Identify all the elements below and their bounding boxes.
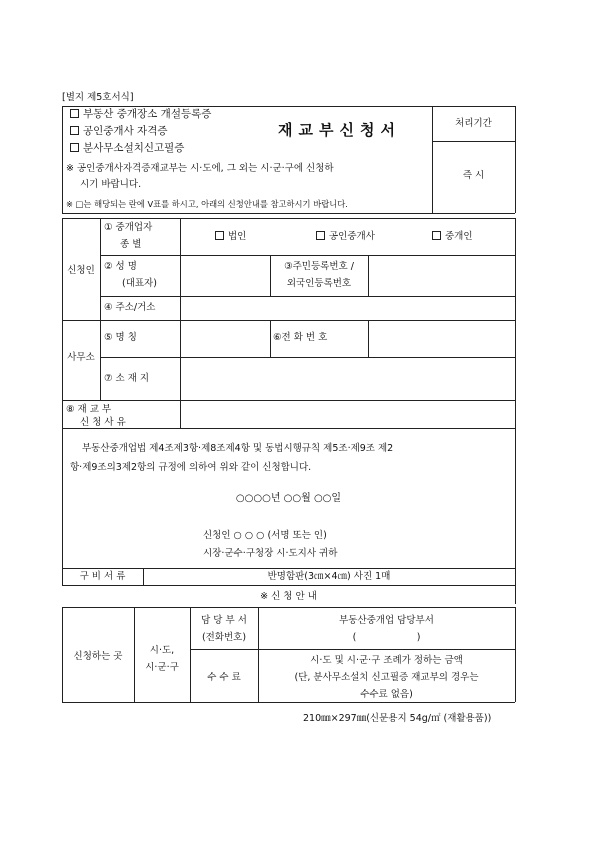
form-label: [별지 제5호서식] xyxy=(62,92,134,103)
checkbox-icon xyxy=(316,231,325,240)
paper-spec-footer: 210㎜×297㎜(신문용지 54g/㎡ (재활용품)) xyxy=(303,713,492,724)
note-1-line-2: 시기 바랍니다. xyxy=(80,179,142,190)
checkbox-icon xyxy=(215,231,224,240)
guide-dept-value-1: 부동산중개업 담당부서 xyxy=(339,615,434,626)
broker-type-label-2: 종 별 xyxy=(120,239,142,250)
applicant-section-label: 신청인 xyxy=(67,265,95,276)
guide-fee-label: 수 수 료 xyxy=(207,672,241,683)
name-label-1: ② 성 명 xyxy=(104,261,137,272)
statement-addressee: 시장·군수·구청장 시·도지사 귀하 xyxy=(203,548,338,559)
office-name-field[interactable] xyxy=(181,321,269,356)
documents-label: 구 비 서 류 xyxy=(79,571,126,582)
guide-office-1: 시·도, xyxy=(149,645,175,656)
documents-value: 반명함판(3㎝×4㎝) 사진 1매 xyxy=(267,571,391,582)
id-label-1: ③주민등록번호 / xyxy=(284,261,354,272)
name-label-2: (대표자) xyxy=(122,278,157,289)
statement-line-1: 부동산중개업법 제4조제3항·제8조제4항 및 동법시행규칙 제5조·제9조 제2 xyxy=(82,443,394,454)
guide-fee-value-1: 시·도 및 시·군·구 조례가 정하는 금액 xyxy=(310,655,463,666)
reason-field[interactable] xyxy=(181,401,514,427)
option-license[interactable]: 공인중개사 자격증 xyxy=(70,125,167,137)
guide-office-2: 시·군·구 xyxy=(145,662,179,673)
reason-label-2: 신 청 사 유 xyxy=(80,417,126,428)
statement-line-2: 항·제9조의3제2항의 규정에 의하여 위와 같이 신청합니다. xyxy=(70,462,312,473)
guide-dept-label-1: 담 당 부 서 xyxy=(201,615,247,626)
guide-fee-value-2: (단, 분사무소설치 신고필증 재교부의 경우는 xyxy=(294,672,479,683)
processing-label: 처리기간 xyxy=(455,118,492,129)
office-phone-field[interactable] xyxy=(369,321,514,356)
note-2: ※ □는 해당되는 란에 V표를 하시고, 아래의 신청안내를 참고하시기 바랍니다. xyxy=(66,199,348,209)
guide-where-label: 신청하는 곳 xyxy=(73,651,123,662)
office-name-label: ⑤ 명 칭 xyxy=(104,332,137,343)
checkbox-icon xyxy=(432,231,441,240)
broker-type-label-1: ① 중개업자 xyxy=(104,222,153,233)
office-phone-label: ⑥전 화 번 호 xyxy=(273,332,328,343)
name-field[interactable] xyxy=(181,256,269,295)
checkbox-icon xyxy=(70,109,79,118)
type-option-licensed-agent[interactable]: 공인중개사 xyxy=(316,231,375,243)
guide-dept-label-2: (전화번호) xyxy=(201,632,247,643)
processing-value: 즉 시 xyxy=(462,170,485,181)
checkbox-icon xyxy=(70,126,79,135)
office-location-field[interactable] xyxy=(181,358,514,399)
guide-dept-value-2: ( ) xyxy=(352,632,421,643)
page-title: 재교부신청서 xyxy=(278,121,401,139)
statement-date: ○○○○년 ○○월 ○○일 xyxy=(235,493,342,504)
office-location-label: ⑦ 소 재 지 xyxy=(104,373,150,384)
address-label: ④ 주소/거소 xyxy=(104,302,156,313)
address-field[interactable] xyxy=(181,297,514,319)
option-branch[interactable]: 분사무소설치신고필증 xyxy=(70,142,184,154)
reason-label-1: ⑧ 재 교 부 xyxy=(66,404,112,415)
type-option-broker[interactable]: 중개인 xyxy=(432,231,473,243)
option-registration[interactable]: 부동산 중개장소 개설등록증 xyxy=(70,108,211,120)
guide-fee-value-3: 수수료 없음) xyxy=(360,689,413,700)
id-label-2: 외국인등록번호 xyxy=(286,278,352,289)
statement-signer: 신청인 ○ ○ ○ (서명 또는 인) xyxy=(203,530,327,541)
checkbox-icon xyxy=(70,143,79,152)
guide-title: ※ 신 청 안 내 xyxy=(260,591,317,602)
id-number-field[interactable] xyxy=(369,256,514,295)
note-1-line-1: ※ 공인중개사자격증재교부는 시·도에, 그 외는 시·군·구에 신청하 xyxy=(66,163,334,174)
type-option-corporation[interactable]: 법인 xyxy=(215,231,246,243)
office-section-label: 사무소 xyxy=(67,352,95,363)
